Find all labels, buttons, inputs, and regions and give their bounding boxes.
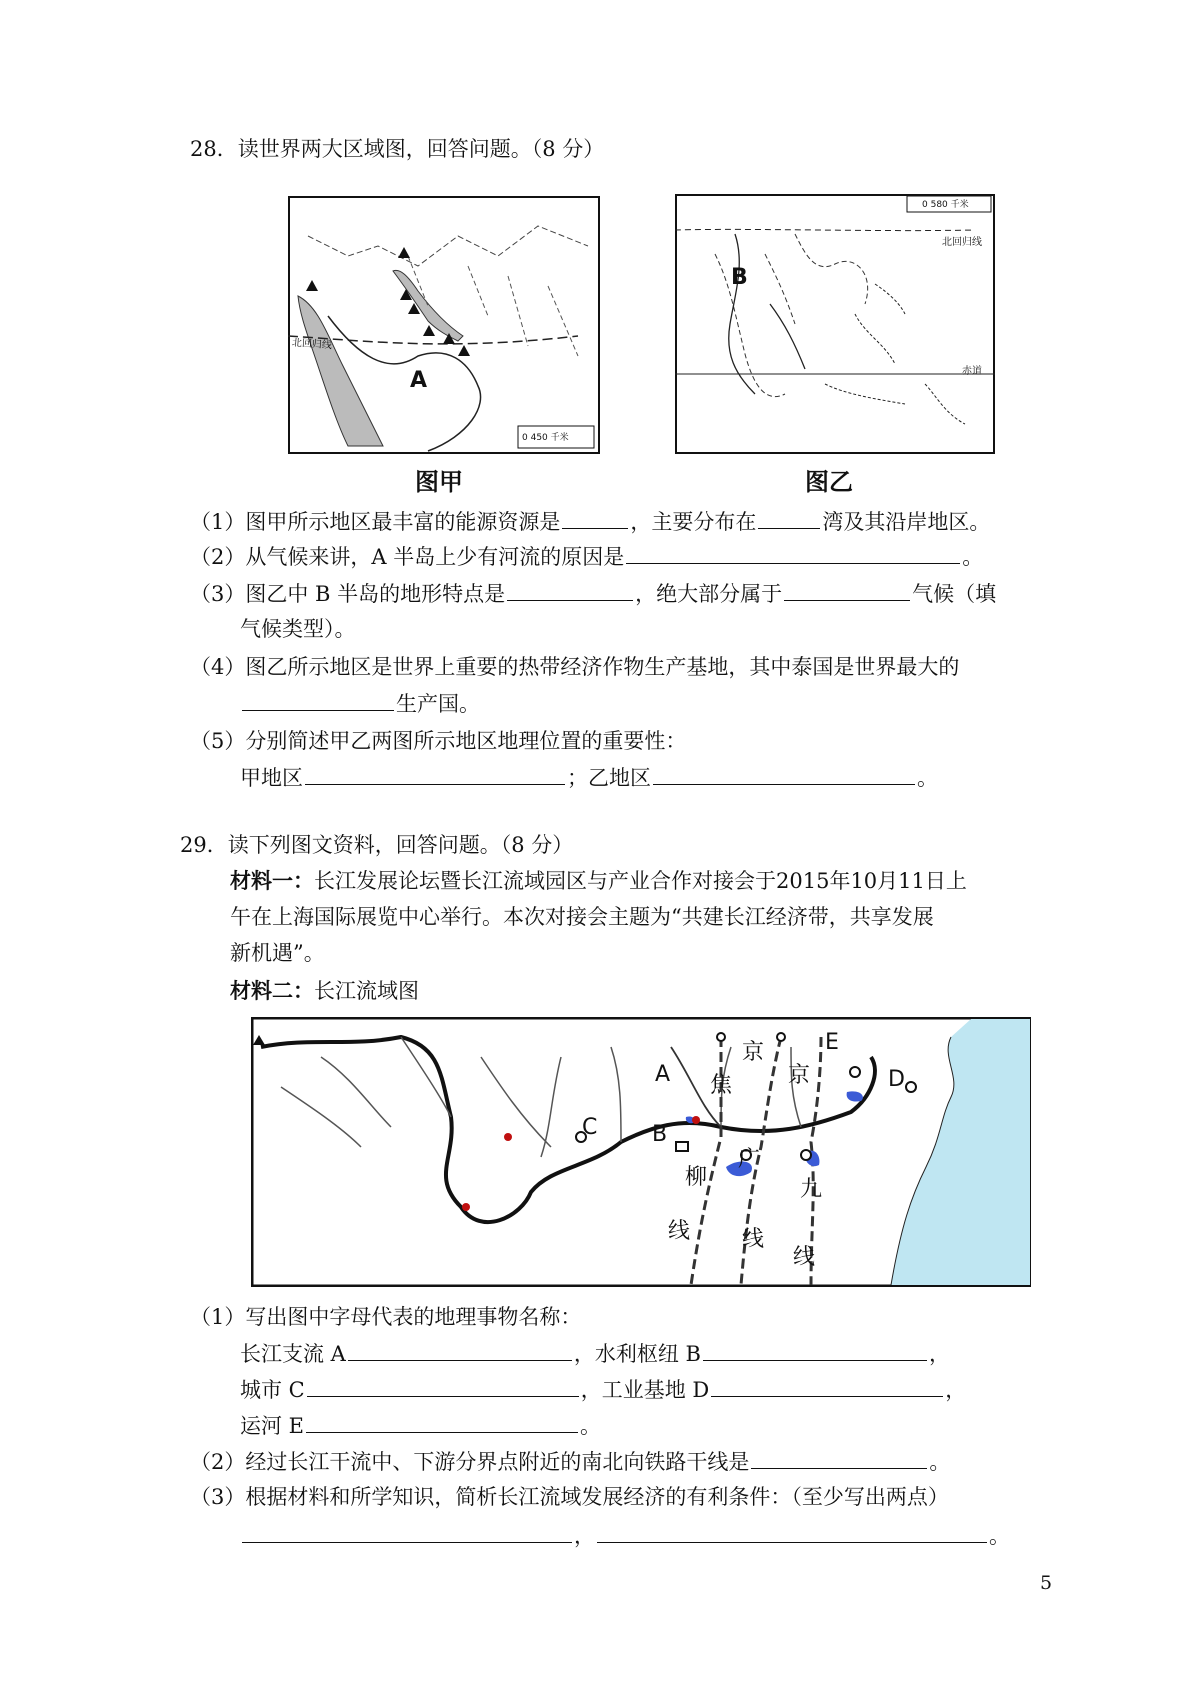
q29-s2-prefix: （2）经过长江干流中、下游分界点附近的南北向铁路干线是 [190,1450,750,1474]
map-yi-label-b: B [731,265,748,290]
q28-s2 [190,541,983,572]
q29-blank-h[interactable] [597,1520,987,1543]
q29-s1a-end: ， [928,1342,950,1366]
q29-s3b [240,1520,1010,1551]
q28-s3-mid: ，绝大部分属于 [635,582,783,606]
q29-s1b-end: ， [945,1378,967,1402]
yangtze-label-b: B [652,1122,668,1147]
q28-s3-suffix: 气候（填 [912,582,997,606]
q28-s4b-text: 生产国。 [396,692,480,716]
q29-blank-d[interactable] [711,1374,943,1397]
q29-s1c-a: 运河 E [240,1414,305,1438]
yangtze-label-jiao: 焦 [710,1073,733,1098]
yangtze-label-jiu: 九 [800,1177,823,1202]
q28-title: 28．读世界两大区域图，回答问题。（8 分） [190,137,605,161]
q29-m1-text: 长江发展论坛暨长江流域园区与产业合作对接会于2015年10月11日上 [314,869,967,893]
q29-s3b-sep: ， [574,1524,595,1548]
q28-blank-7[interactable] [305,762,565,785]
map-yi-scale: 0 580 千米 [922,200,969,210]
yangtze-label-jing2: 京 [788,1063,811,1088]
q29-blank-g[interactable] [242,1520,572,1543]
q29-s2 [190,1446,950,1477]
map-jia-caption: 图甲 [415,468,463,496]
q29-s1a-sep: ，水利枢纽 B [573,1342,701,1366]
yangtze-map [251,1017,1031,1287]
q29-blank-f[interactable] [751,1446,927,1469]
q29-blank-c[interactable] [307,1374,579,1397]
q28-s1 [190,506,990,537]
q29-s3: （3）根据材料和所学知识，简析长江流域发展经济的有利条件：（至少写出两点） [190,1485,949,1509]
map-jia-scale: 0 450 千米 [522,433,569,443]
q29-s1c [240,1410,601,1441]
q29-s1a-a: 长江支流 A [240,1342,346,1366]
q29-s1b [240,1374,966,1405]
yangtze-label-xian2: 线 [742,1227,765,1252]
q28-s2-suffix: 。 [962,545,984,569]
yangtze-label-e: E [825,1030,839,1055]
q28-s3-prefix: （3）图乙中 B 半岛的地形特点是 [190,582,506,606]
map-yi-tropic: 北回归线 [942,237,982,248]
q29-s1b-sep: ，工业基地 D [580,1378,710,1402]
q29-s1c-end: 。 [580,1414,602,1438]
q28-s3b: 气候类型）。 [240,617,356,641]
q28-blank-8[interactable] [653,762,915,785]
q28-s4: （4）图乙所示地区是世界上重要的热带经济作物生产基地，其中泰国是世界最大的 [190,655,960,679]
q28-blank-2[interactable] [758,506,820,529]
q28-blank-5[interactable] [784,578,910,601]
q29-m1 [230,866,967,896]
q29-m1-line2: 午在上海国际展览中心举行。本次对接会主题为“共建长江经济带，共享发展 [230,905,934,929]
yangtze-label-guang: 广 [738,1147,761,1172]
map-jia [288,196,600,454]
q28-s1-prefix: （1）图甲所示地区最丰富的能源资源是 [190,510,561,534]
page-number: 5 [1040,1572,1053,1594]
q29-s3b-end: 。 [989,1524,1010,1548]
q28-blank-3[interactable] [626,541,960,564]
q28-s3 [190,578,996,609]
q29-m2 [230,976,419,1006]
q28-s2-prefix: （2）从气候来讲，A 半岛上少有河流的原因是 [190,545,625,569]
q29-blank-e[interactable] [306,1410,578,1433]
yangtze-label-xian3: 线 [793,1245,816,1270]
q29-s1a [240,1338,950,1369]
q29-s1: （1）写出图中字母代表的地理事物名称： [190,1305,582,1329]
q29-s2-suffix: 。 [929,1450,951,1474]
q28-blank-6[interactable] [242,688,394,711]
yangtze-label-liu: 柳 [685,1165,708,1190]
yangtze-label-c: C [582,1115,598,1140]
map-jia-tropic: 北回归线 [291,337,333,352]
q28-s4b [240,688,480,719]
q28-s5b [240,762,938,793]
q29-blank-b[interactable] [703,1338,927,1361]
yangtze-label-xian1: 线 [668,1219,691,1244]
q28-s5b-a: 甲地区 [240,766,303,790]
q29-s1b-a: 城市 C [240,1378,305,1402]
q28-blank-4[interactable] [507,578,633,601]
q29-m2-text: 长江流域图 [314,979,419,1003]
q29-title: 29．读下列图文资料，回答问题。（8 分） [180,833,574,857]
map-yi-equator: 赤道 [962,366,982,377]
yangtze-label-jing1: 京 [742,1040,765,1065]
q29-m2-label: 材料二： [230,978,314,1003]
map-yi-caption: 图乙 [805,468,853,496]
yangtze-label-d: D [888,1067,905,1092]
q28-s5: （5）分别简述甲乙两图所示地区地理位置的重要性： [190,729,687,753]
q28-s5b-sep: ；乙地区 [567,766,651,790]
map-jia-label-a: A [410,368,428,393]
q29-m1-line3: 新机遇”。 [230,941,325,965]
q28-s1-suffix: 湾及其沿岸地区。 [822,510,991,534]
q28-s5b-end: 。 [917,766,938,790]
yangtze-label-a: A [655,1062,671,1087]
q28-blank-1[interactable] [562,506,628,529]
q29-blank-a[interactable] [348,1338,572,1361]
q28-s1-mid: ，主要分布在 [630,510,757,534]
q29-m1-label: 材料一： [230,868,314,893]
